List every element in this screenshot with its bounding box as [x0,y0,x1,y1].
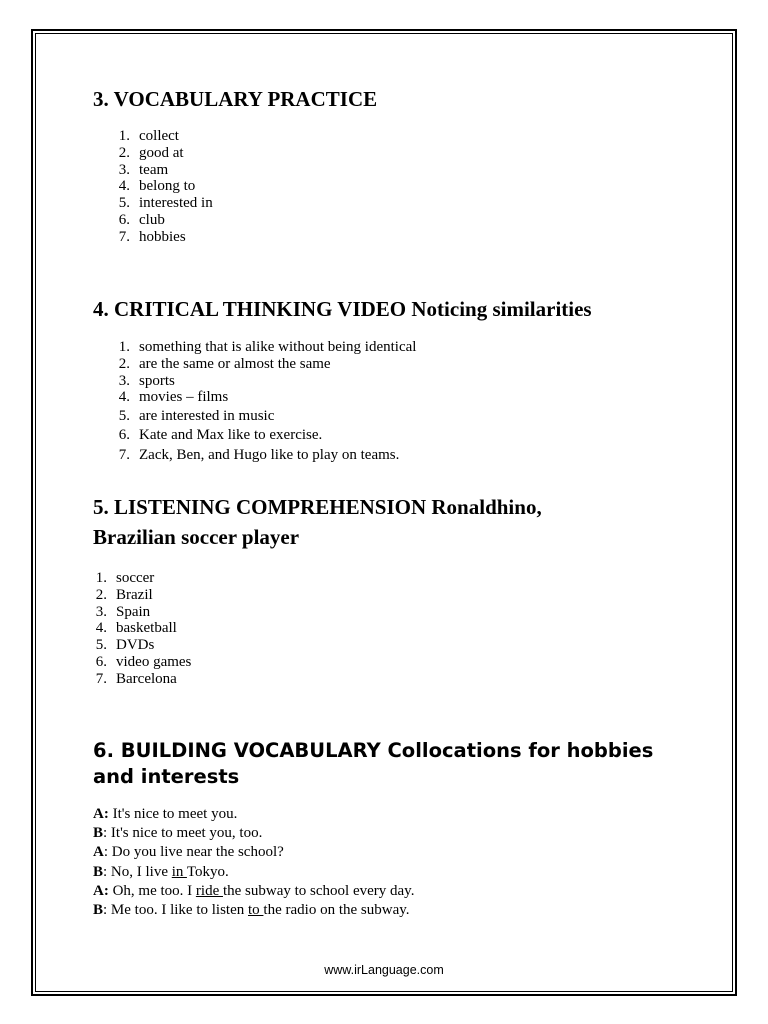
list-item-text: are the same or almost the same [139,355,331,372]
dialog-text: : Do you live near the school? [103,844,284,861]
list-item-number: 5. [118,195,130,212]
list-item-text: hobbies [139,228,186,245]
dialog-text-after: Tokyo. [186,863,229,880]
list-item-number: 2. [118,355,130,372]
dialog-underlined-word: in [171,863,187,880]
dialog-speaker: A: [93,806,109,822]
list-item-text: Kate and Max like to exercise. [139,427,323,444]
dialog-line [93,882,414,901]
list-item-number: 2. [118,144,130,161]
list-item-number: 4. [118,178,130,195]
list-item-text: Barcelona [116,670,177,687]
list-item-text: team [139,161,169,178]
dialog-line [93,901,414,920]
list-item-text: collect [139,128,179,144]
dialog-text: : Me too. I like to listen [103,901,248,918]
dialog-text-after: the radio on the subway. [263,901,410,918]
list-item-text: Spain [116,603,151,620]
section-6-heading-line2: and interests [93,765,240,788]
list-item-number: 6. [118,427,130,444]
dialog-speaker: B [93,901,104,918]
list-item-text: movies – films [139,389,229,406]
list-item-text: sports [139,372,175,389]
dialog-text: It's nice to meet you. [108,806,238,822]
dialog-line [93,805,414,824]
list-item-number: 4. [118,389,130,406]
dialog-speaker: B [93,825,104,842]
list-item-number: 1. [95,570,107,586]
dialog-speaker: B [93,863,104,880]
section-6-heading-text: 6. BUILDING VOCABULARY Collocations for hobbies [93,739,654,762]
section-3-heading: 3. VOCABULARY PRACTICE [93,87,378,111]
list-item-text: basketball [116,620,177,637]
list-item-number: 5. [118,407,130,424]
list-item-number: 1. [118,128,130,144]
list-item-number: 3. [95,603,107,620]
list-item-number: 4. [95,620,107,637]
list-item-number: 3. [118,372,130,389]
list-item-text: Brazil [116,586,153,603]
dialog-underlined-word: ride [195,882,223,899]
dialog-underlined-word: to [248,901,264,918]
list-item-text: something that is alike without being identical [139,339,417,355]
list-item-text: interested in [139,195,213,212]
dialog-text: : It's nice to meet you, too. [103,825,263,842]
dialog-text: Oh, me too. I [108,882,196,899]
list-item-number: 6. [95,653,107,670]
list-item-number: 7. [118,228,130,245]
dialog-line [93,824,414,843]
section-5-heading-line1: 5. LISTENING COMPREHENSION Ronaldhino, [93,495,542,519]
section-6-dialog [93,805,414,920]
list-item-text: belong to [139,178,196,195]
list-item-text: good at [139,144,184,161]
dialog-text: : No, I live [103,863,172,880]
dialog-speaker: A: [93,882,109,899]
list-item-text: are interested in music [139,407,275,424]
dialog-line [93,843,414,862]
section-4-heading: 4. CRITICAL THINKING VIDEO Noticing similarities [93,297,592,321]
footer-url: www.irLanguage.com [324,963,444,977]
dialog-speaker: A [93,844,104,861]
list-item-text: Zack, Ben, and Hugo like to play on teams. [139,447,400,464]
list-item-number: 7. [118,447,130,464]
list-item-text: video games [116,653,192,670]
list-item-number: 1. [118,339,130,355]
section-5-heading-line2: Brazilian soccer player [93,525,300,549]
list-item-text: soccer [116,570,155,586]
dialog-line [93,863,414,882]
list-item-number: 3. [118,161,130,178]
list-item-number: 6. [118,211,130,228]
list-item-number: 5. [95,637,107,654]
list-item-number: 7. [95,670,107,687]
list-item-number: 2. [95,586,107,603]
dialog-text-after: the subway to school every day. [222,882,415,899]
list-item-text: club [139,211,165,228]
list-item-text: DVDs [116,637,155,654]
